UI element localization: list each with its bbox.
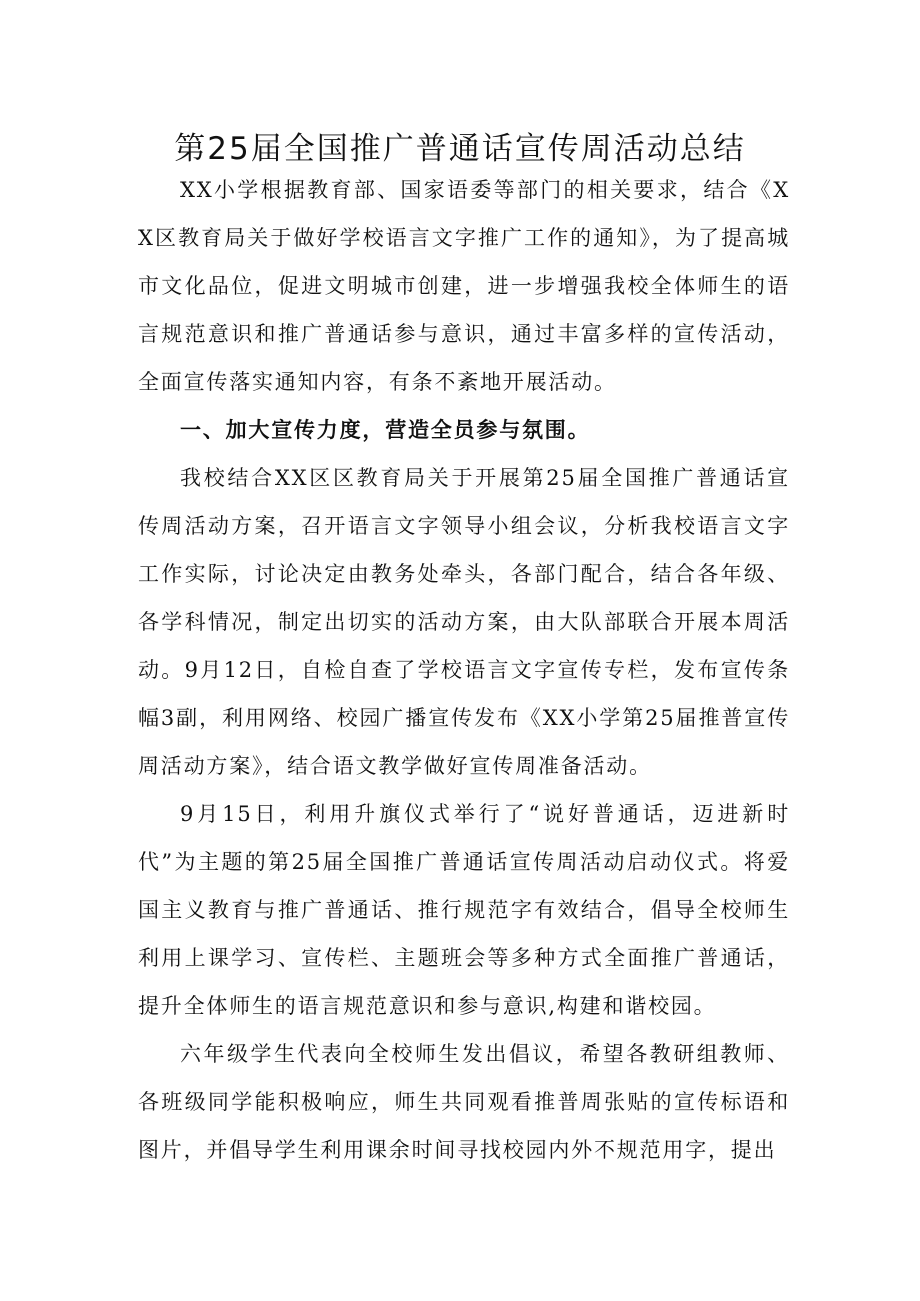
intro-paragraph: XX小学根据教育部、国家语委等部门的相关要求，结合《XX区教育局关于做好学校语言文字推广工作的通知》，为了提高城市文化品位，促进文明城市创建，进一步增强我校全体师生的语言规范意识和推广普通话参与意识，通过丰富多样的宣传活动，全面宣传落实通知内容，有条不紊地开展活动。 xyxy=(138,178,790,394)
body-paragraph: 9月15日，利用升旗仪式举行了“说好普通话，迈进新时代”为主题的第25届全国推广普通话宣传周活动启动仪式。将爱国主义教育与推广普通话、推行规范字有效结合，倡导全校师生利用上课学习、宣传栏、主题班会等多种方式全面推广普通话，提升全体师生的语言规范意识和参与意识,构建和谐校园。 xyxy=(138,802,790,1018)
body-paragraph: 我校结合XX区区教育局关于开展第25届全国推广普通话宣传周活动方案，召开语言文字领导小组会议，分析我校语言文字工作实际，讨论决定由教务处牵头，各部门配合，结合各年级、各学科情况，制定出切实的活动方案，由大队部联合开展本周活动。9月12日，自检自查了学校语言文字宣传专栏，发布宣传条幅3副，利用网络、校园广播宣传发布《XX小学第25届推普宣传周活动方案》，结合语文教学做好宣传周准备活动。 xyxy=(138,466,790,778)
body-paragraph: 六年级学生代表向全校师生发出倡议，希望各教研组教师、各班级同学能积极响应，师生共同观看推普周张贴的宣传标语和图片，并倡导学生利用课余时间寻找校园内外不规范用字，提出 xyxy=(138,1042,790,1162)
document-body xyxy=(138,166,790,1174)
document-title: 第25届全国推广普通话宣传周活动总结 xyxy=(174,130,746,167)
section-heading: 一、加大宣传力度，营造全员参与氛围。 xyxy=(180,418,591,442)
